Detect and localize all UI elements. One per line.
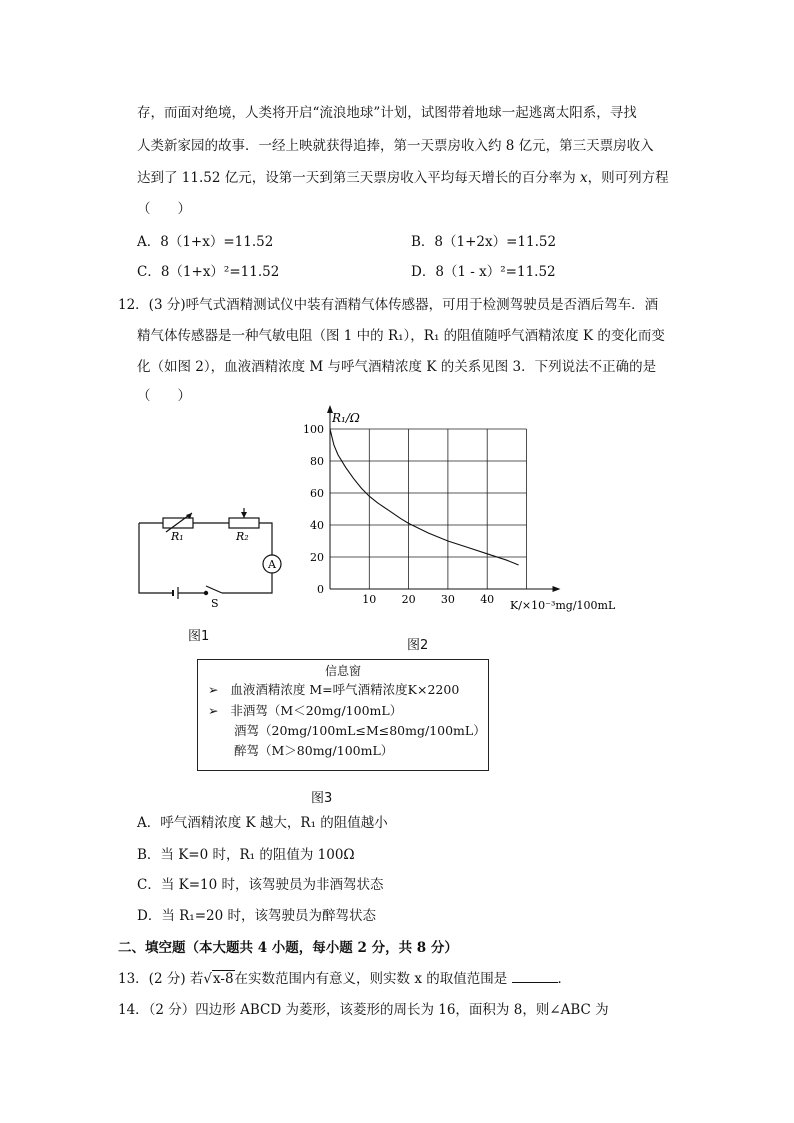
chart-series-line-r1 [330,429,519,565]
fig2-caption: 图2 [407,638,429,653]
q11-line-3 [137,166,669,186]
q12-option-b[interactable]: B．当 K=0 时，R₁ 的阻值为 100Ω [137,847,355,863]
info-box-title: 信息窗 [324,664,361,678]
chart-ticks [303,423,494,606]
x-tick-label: 10 [362,593,377,606]
circuit-diagram [130,500,290,610]
q11-line-3a: 达到了 11.52 亿元，设第一天到第三天票房收入平均每天增长的百分率为 [137,170,581,186]
q11-option-c[interactable]: C．8（1+x）²=11.52 [137,264,280,280]
section-2-title: 二、填空题（本大题共 4 小题，每小题 2 分，共 8 分） [118,940,458,956]
y-tick-label: 40 [310,519,324,532]
resistor-r2 [229,518,259,528]
wire-right-top [259,523,272,555]
q13-end: ． [557,971,572,987]
q13-radicand: x-8 [213,971,234,987]
info-row-4: 醉驾（M＞80mg/100mL） [234,743,394,758]
info-row-1 [208,680,459,698]
q11-option-a[interactable]: A．8（1+x）=11.52 [137,234,274,250]
wire-right-bottom [222,573,272,593]
resistance-chart [290,400,630,620]
q11-line-1: 存，而面对绝境，人类将开启“流浪地球”计划，试图带着地球一起逃离太阳系，寻找 [137,105,637,121]
label-r1: R₁ [171,530,184,543]
q14-line: 14．（2 分）四边形 ABCD 为菱形，该菱形的周长为 16，面积为 8，则∠ABC 为 [118,1002,609,1018]
q12-option-c[interactable]: C．当 K=10 时，该驾驶员为非酒驾状态 [137,877,384,893]
x-tick-label: 40 [480,593,495,606]
info-row-2 [208,701,402,719]
label-ammeter: A [268,558,276,571]
fig1-caption: 图1 [188,629,210,644]
chart-grid [330,429,527,589]
q11-variable: x [580,170,588,186]
q11-line-3b: ，则可列方程 [587,170,669,186]
x-tick-label: 20 [401,593,416,606]
chart-ylabel: R₁/Ω [332,411,360,425]
switch-s [206,586,222,593]
fig3-caption: 图3 [311,791,333,806]
info-row-2-text: 非酒驾（M＜20mg/100mL） [230,703,403,718]
bullet-icon: ➢ [208,682,219,697]
q12-line-1: 12．(3 分)呼气式酒精测试仪中装有酒精气体传感器，可用于检测驾驶员是否酒后驾车．酒 [118,297,659,313]
chart-axes [327,405,561,592]
info-box [197,659,489,771]
y-tick-label: 80 [310,455,324,468]
label-switch: S [211,597,219,610]
y-tick-label: 100 [303,423,324,436]
q13-suffix: 在实数范围内有意义，则实数 x 的取值范围是 [234,971,508,987]
q12-line-2: 精气体传感器是一种气敏电阻（图 1 中的 R₁），R₁ 的阻值随呼气酒精浓度 K 的变化而变 [137,328,665,344]
info-row-1-text: 血液酒精浓度 M=呼气酒精浓度K×2200 [230,682,460,697]
q12-answer-paren: （ ） [137,388,191,404]
q11-line-2: 人类新家园的故事．一经上映就获得追捧，第一天票房收入约 8 亿元，第三天票房收入 [137,138,654,154]
wire-left [139,523,173,593]
q13-line [118,967,571,987]
x-axis-arrow-icon [553,586,561,592]
bullet-icon: ➢ [208,703,219,718]
q12-line-3: 化（如图 2），血液酒精浓度 M 与呼气酒精浓度 K 的关系见图 3．下列说法不正确的是 [137,359,657,375]
q11-option-b[interactable]: B．8（1+2x）=11.52 [411,234,557,250]
x-tick-label: 30 [440,593,455,606]
q12-option-d[interactable]: D．当 R₁=20 时，该驾驶员为醉驾状态 [137,908,376,924]
label-r2: R₂ [236,530,249,543]
q13-prefix: 13．(2 分) 若 [118,971,204,987]
y-tick-label: 60 [310,487,324,500]
slider-arrow-head [241,512,247,518]
chart-xlabel: K/×10⁻³mg/100mL [510,599,616,612]
q12-option-a[interactable]: A．呼气酒精浓度 K 越大，R₁ 的阻值越小 [137,815,388,831]
y-tick-label: 20 [310,551,324,564]
y-tick-label: 0 [317,583,324,596]
q11-option-d[interactable]: D．8（1 - x）²=11.52 [411,264,556,280]
sqrt-icon: √ [203,971,212,987]
info-row-3: 酒驾（20mg/100mL≤M≤80mg/100mL） [234,723,486,738]
q11-answer-paren: （ ） [137,201,191,217]
q13-answer-blank[interactable] [512,970,558,983]
